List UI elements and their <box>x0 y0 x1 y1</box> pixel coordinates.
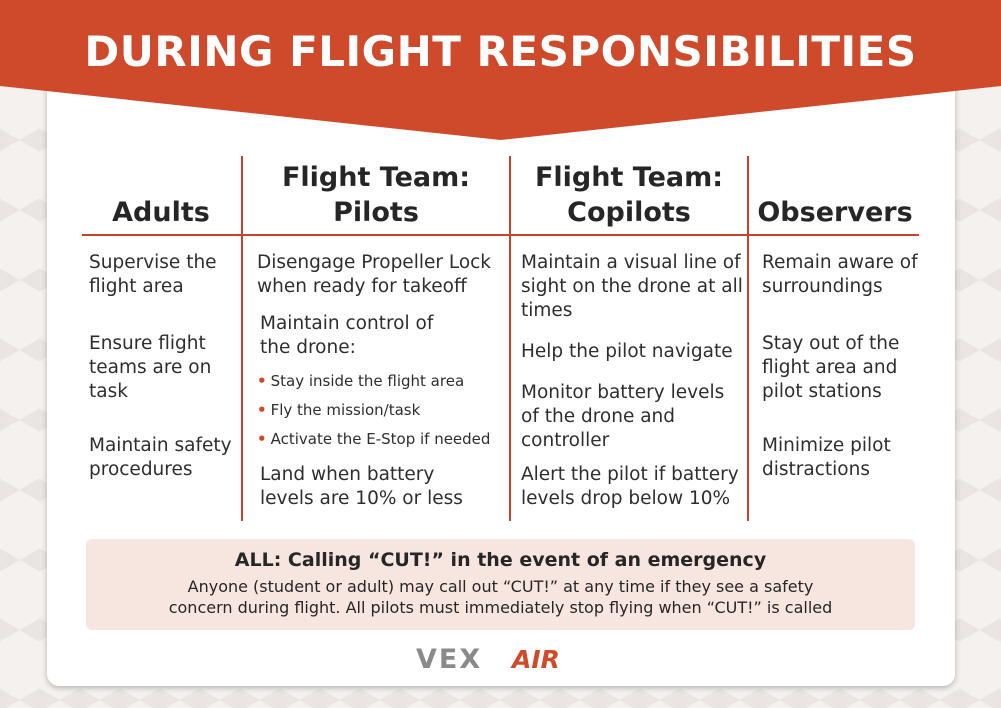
column-heading-adults: Adults <box>112 197 210 228</box>
pilots-subitem-text: Fly the mission/task <box>270 401 421 419</box>
column-heading-observers: Observers <box>757 197 913 228</box>
column-divider <box>241 156 243 521</box>
adults-item-ensure: Ensure flight teams are on task <box>89 333 212 402</box>
adults-item-safety: Maintain safety procedures <box>89 435 232 480</box>
bullet-icon: • <box>257 372 267 390</box>
pilots-item-land: Land when battery levels are 10% or less <box>260 464 463 509</box>
callout-body: Anyone (student or adult) may call out “CUT!” at any time if they see a safety concern during flight. All pilots must immediately stop flying when “CUT!” is called <box>168 577 833 617</box>
copilots-item-battery: Monitor battery levels of the drone and controller <box>521 382 725 451</box>
logo-air-text: AIR <box>512 645 560 674</box>
header-divider <box>82 234 919 236</box>
bullet-icon: • <box>257 401 267 419</box>
logo-vex-text: VEX <box>416 644 483 674</box>
vex-air-logo <box>414 640 590 674</box>
copilots-item-visual: Maintain a visual line of sight on the drone at all times <box>521 252 743 321</box>
callout-title: ALL: Calling “CUT!” in the event of an emergency <box>234 549 767 571</box>
pilots-subitem <box>257 429 490 449</box>
copilots-item-navigate: Help the pilot navigate <box>521 341 733 362</box>
emergency-callout <box>86 539 915 630</box>
column-divider <box>509 156 511 521</box>
observers-item-minimize: Minimize pilot distractions <box>762 435 891 480</box>
bullet-icon: • <box>257 430 267 448</box>
page-title: DURING FLIGHT RESPONSIBILITIES <box>84 27 917 76</box>
column-heading-pilots: Flight Team: Pilots <box>281 162 471 228</box>
pilots-subitem <box>257 371 464 391</box>
observers-item-aware: Remain aware of surroundings <box>762 252 918 297</box>
pilots-subitem <box>257 400 420 420</box>
pilots-item-control: Maintain control of the drone: <box>260 313 434 358</box>
pilots-subitem-text: Activate the E-Stop if needed <box>270 430 491 448</box>
adults-item-supervise: Supervise the flight area <box>89 252 217 297</box>
copilots-item-alert: Alert the pilot if battery levels drop below 10% <box>521 464 739 509</box>
column-heading-copilots: Flight Team: Copilots <box>534 162 724 228</box>
column-divider <box>747 156 749 521</box>
pilots-item-propeller: Disengage Propeller Lock when ready for takeoff <box>257 252 492 297</box>
observers-item-stay-out: Stay out of the flight area and pilot stations <box>762 333 900 402</box>
pilots-subitem-text: Stay inside the flight area <box>270 372 465 390</box>
